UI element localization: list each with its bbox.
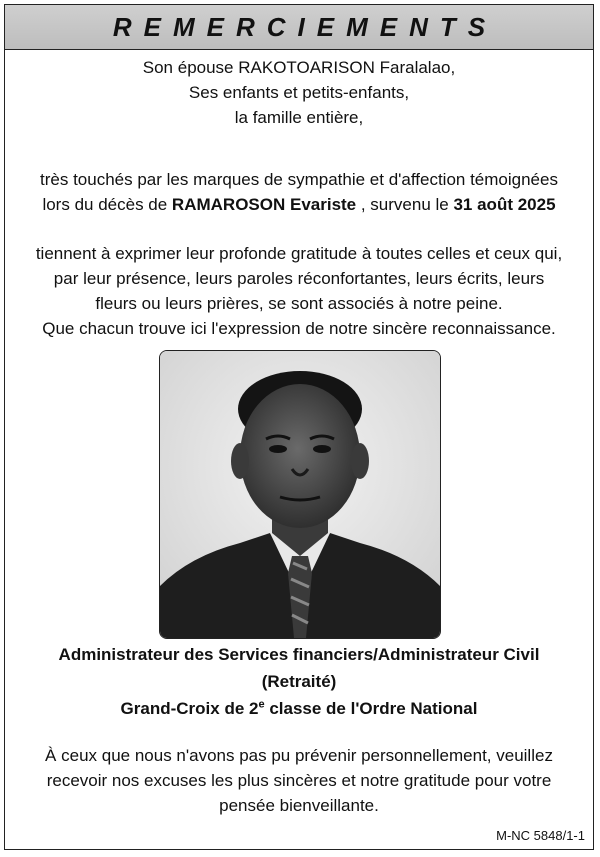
title-line: Administrateur des Services financiers/Administrateur Civil bbox=[58, 645, 540, 664]
closing-line: À ceux que nous n'avons pas pu prévenir personnellement, veuillez bbox=[45, 746, 553, 765]
notice-title: REMERCIEMENTS bbox=[112, 11, 498, 42]
title-text: classe de l'Ordre National bbox=[264, 699, 478, 718]
gratitude-block bbox=[5, 241, 593, 341]
sympathy-block bbox=[5, 167, 593, 217]
family-line: Ses enfants et petits-enfants, bbox=[188, 83, 410, 102]
sympathy-text: lors du décès de bbox=[42, 195, 172, 214]
closing-line: recevoir nos excuses les plus sincères et notre gratitude pour votre bbox=[46, 771, 552, 790]
sympathy-line bbox=[5, 192, 593, 217]
death-date: 31 août 2025 bbox=[453, 195, 556, 214]
closing-line: pensée bienveillante. bbox=[219, 796, 379, 815]
family-block bbox=[5, 55, 593, 130]
title-line: (Retraité) bbox=[261, 672, 337, 691]
portrait-illustration bbox=[160, 351, 440, 638]
titles-block bbox=[5, 641, 593, 722]
closing-block bbox=[5, 743, 593, 818]
portrait-photo bbox=[159, 350, 441, 639]
family-line: Son épouse RAKOTOARISON Faralalao, bbox=[142, 58, 456, 77]
title-line bbox=[5, 695, 593, 722]
gratitude-line: Que chacun trouve ici l'expression de notre sincère reconnaissance. bbox=[42, 319, 556, 338]
gratitude-line: tiennent à exprimer leur profonde gratitude à toutes celles et ceux qui, bbox=[35, 244, 563, 263]
title-superscript: e bbox=[258, 698, 265, 711]
gratitude-line: par leur présence, leurs paroles réconfortantes, leurs écrits, leurs bbox=[53, 269, 545, 288]
notice-frame bbox=[4, 4, 594, 850]
reference-code: M-NC 5848/1-1 bbox=[496, 828, 585, 843]
deceased-name: RAMAROSON Evariste bbox=[171, 195, 357, 214]
gratitude-line: fleurs ou leurs prières, se sont associés à notre peine. bbox=[95, 294, 503, 313]
sympathy-text: , survenu le bbox=[356, 195, 454, 214]
sympathy-line: très touchés par les marques de sympathie et d'affection témoignées bbox=[40, 170, 558, 189]
family-line: la famille entière, bbox=[234, 108, 364, 127]
title-text: Grand-Croix de 2 bbox=[120, 699, 259, 718]
header-banner bbox=[5, 5, 593, 50]
